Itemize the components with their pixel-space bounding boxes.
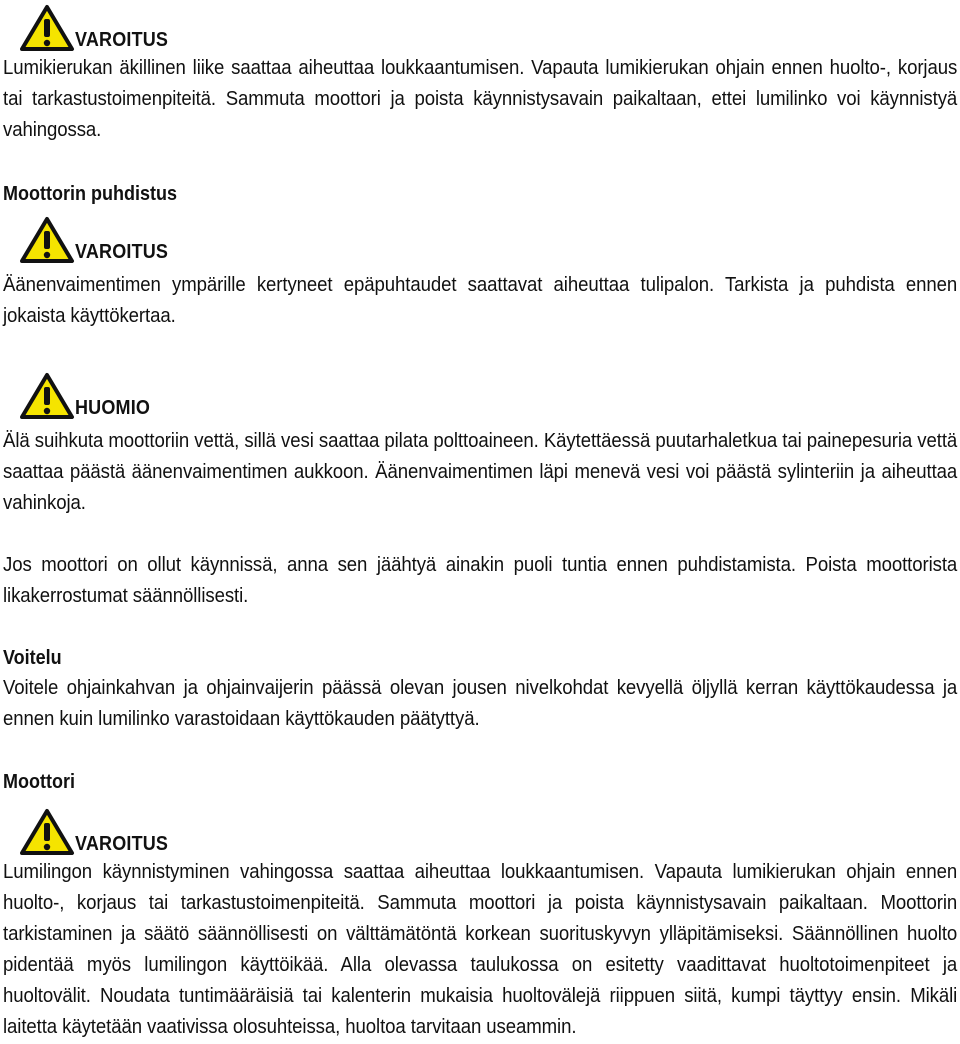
warning-label: VAROITUS (75, 29, 169, 51)
notice-header (3, 372, 957, 420)
cleaning-paragraph (3, 550, 957, 612)
warning-triangle-icon (19, 372, 75, 420)
section-heading: Moottori (3, 771, 75, 793)
warning-block-3 (3, 808, 957, 1043)
section-lubrication (3, 646, 957, 735)
warning-header (3, 216, 957, 264)
lubrication-text: Voitele ohjainkahvan ja ohjainvaijerin päässä olevan jousen nivelkohdat kevyellä öljyllä kerran käyttökaudessa ja ennen kuin lumilinko varastoidaan käyttökauden päätyttyä. (3, 677, 958, 730)
warning-triangle-icon (19, 4, 75, 52)
warning-text: Lumikierukan äkillinen liike saattaa aiheuttaa loukkaantumisen. Vapauta lumikierukan ohjain ennen huolto-, korjaus tai tarkastustoimenpiteitä. Sammuta moottori ja poista käynnistysavain paikaltaan, ettei lumilinko voi käynnistyä vahingossa. (3, 57, 958, 141)
section-title-engine-cleaning (3, 182, 957, 206)
notice-label: HUOMIO (75, 397, 151, 419)
notice-block (3, 372, 957, 519)
warning-block-2 (3, 216, 957, 332)
warning-label: VAROITUS (75, 241, 169, 263)
warning-triangle-icon (19, 216, 75, 264)
section-heading: Moottorin puhdistus (3, 183, 177, 205)
warning-triangle-icon (19, 808, 75, 856)
warning-header (3, 4, 957, 52)
notice-text: Älä suihkuta moottoriin vettä, sillä vesi saattaa pilata polttoaineen. Käytettäessä puutarhaletkua tai painepesuria vettä saattaa päästä äänenvaimentimen aukkoon. Äänenvaimentimen läpi menevä vesi voi päästä sylinteriin ja aiheuttaa vahinkoja. (3, 430, 958, 514)
warning-text: Äänenvaimentimen ympärille kertyneet epäpuhtaudet saattavat aiheuttaa tulipalon. Tarkista ja puhdista ennen jokaista käyttökertaa. (3, 274, 958, 327)
warning-block-1 (3, 4, 957, 146)
warning-header (3, 808, 957, 856)
warning-text: Lumilingon käynnistyminen vahingossa saattaa aiheuttaa loukkaantumisen. Vapauta lumikierukan ohjain ennen huolto-, korjaus tai tarkastustoimenpiteitä. Sammuta moottori ja poista käynnistysavain paikaltaan. Moottorin tarkistaminen ja säätö säännöllisesti on välttämätöntä korkean suorituskyvyn ylläpitämiseksi. Säännöllinen huolto pidentää myös lumilingon käyttöikää. Alla olevassa taulukossa on esitetty vaadittavat huoltotoimenpiteet ja huoltovälit. Noudata tuntimääräisiä tai kalenterin mukaisia huoltovälejä riippuen siitä, kumpi täyttyy ensin. Mikäli laitetta käytetään vaativissa olosuhteissa, huoltoa tarvitaan useammin. (3, 861, 958, 1038)
paragraph-text: Jos moottori on ollut käynnissä, anna sen jäähtyä ainakin puoli tuntia ennen puhdistamista. Poista moottorista likakerrostumat säännöllisesti. (3, 554, 958, 607)
section-heading: Voitelu (3, 647, 62, 669)
section-title-engine (3, 770, 957, 794)
warning-label: VAROITUS (75, 833, 169, 855)
